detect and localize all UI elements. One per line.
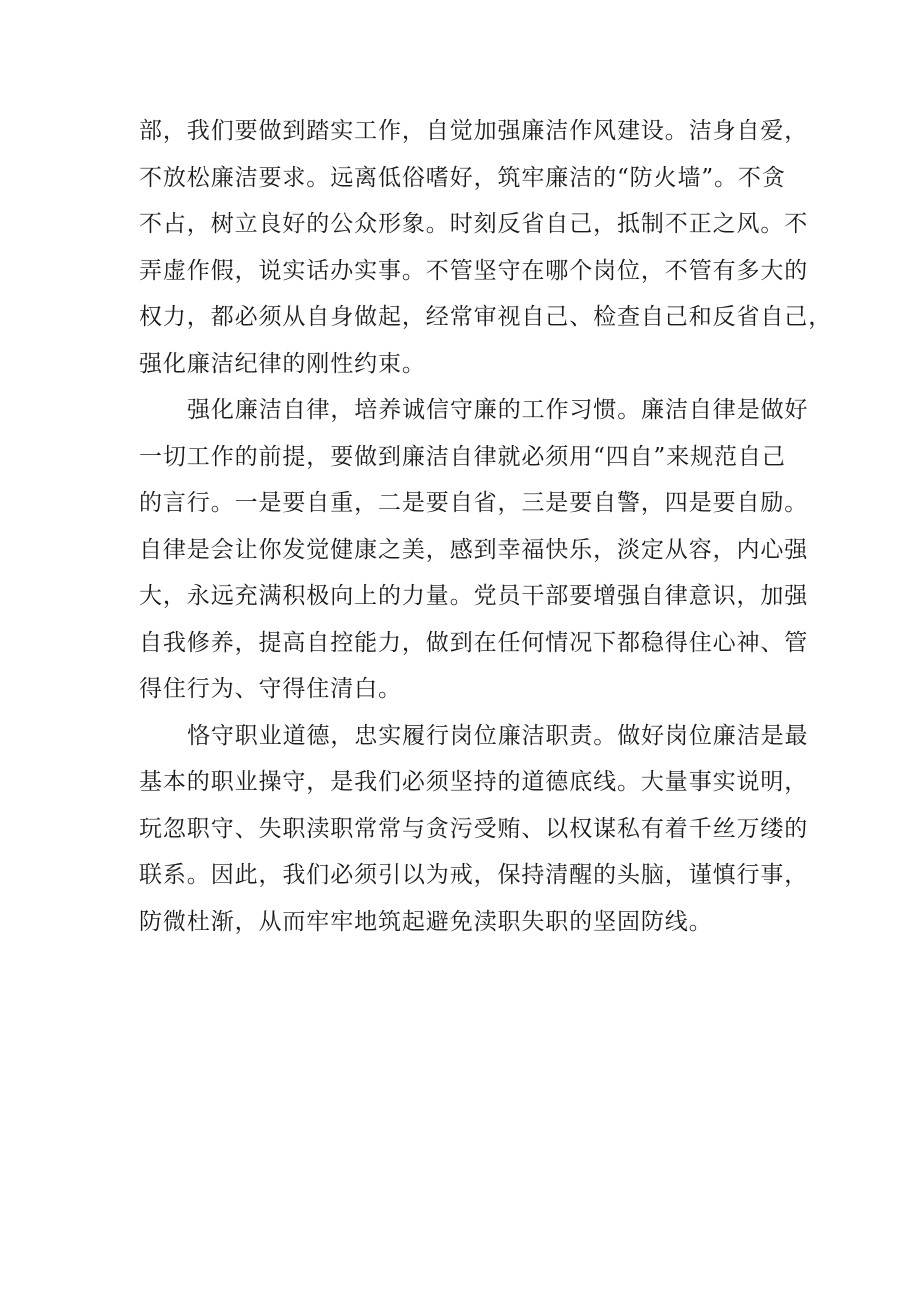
paragraph-first-line: 恪守职业道德，忠实履行岗位廉洁职责。做好岗位廉洁是最 (187, 722, 809, 749)
paragraph-line: 一切工作的前提，要做到廉洁自律就必须用“四自”来规范自己 (139, 443, 786, 470)
paragraph-line: 自我修养，提高自控能力，做到在任何情况下都稳得住心神、管 (139, 629, 809, 656)
paragraph-line: 联系。因此，我们必须引以为戒，保持清醒的头脑，谨慎行事， (139, 862, 809, 888)
paragraph-professional-ethics (139, 713, 809, 946)
paragraph-first-line: 强化廉洁自律，培养诚信守廉的工作习惯。廉洁自律是做好 (187, 397, 809, 423)
paragraph-continuation (139, 108, 833, 387)
paragraph-line: 不放松廉洁要求。远离低俗嗜好，筑牢廉洁的“防火墙”。不贪 (139, 164, 786, 191)
paragraph-line: 大，永远充满积极向上的力量。党员干部要增强自律意识，加强 (139, 583, 809, 609)
paragraph-line: 部，我们要做到踏实工作，自觉加强廉洁作风建设。洁身自爱， (139, 118, 809, 144)
paragraph-line: 权力，都必须从自身做起，经常审视自己、检查自己和反省自己， (139, 304, 833, 330)
paragraph-self-discipline (139, 387, 809, 713)
paragraph-line: 基本的职业操守，是我们必须坚持的道德底线。大量事实说明， (139, 769, 809, 795)
paragraph-line: 的言行。一是要自重，二是要自省，三是要自警，四是要自励。 (139, 490, 809, 516)
document-body (139, 108, 833, 945)
paragraph-line: 强化廉洁纪律的刚性约束。 (139, 350, 426, 377)
paragraph-line: 弄虚作假，说实话办实事。不管坚守在哪个岗位，不管有多大的 (139, 257, 809, 284)
paragraph-line: 防微杜渐，从而牢牢地筑起避免渎职失职的坚固防线。 (139, 908, 713, 935)
paragraph-line: 自律是会让你发觉健康之美，感到幸福快乐，淡定从容，内心强 (139, 536, 809, 563)
paragraph-line: 得住行为、守得住清白。 (139, 676, 402, 702)
paragraph-line: 不占，树立良好的公众形象。时刻反省自己，抵制不正之风。不 (139, 211, 809, 237)
paragraph-line: 玩忽职守、失职渎职常常与贪污受贿、以权谋私有着千丝万缕的 (139, 815, 809, 842)
